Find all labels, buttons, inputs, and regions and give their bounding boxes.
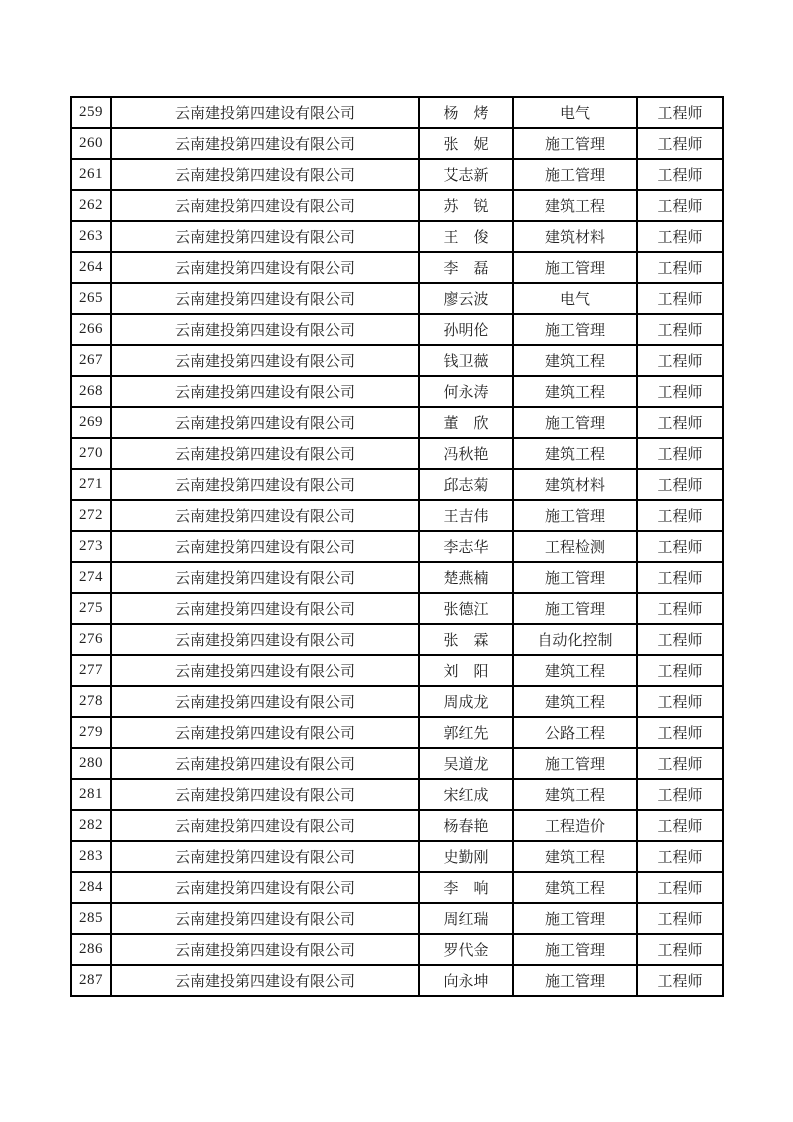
major-cell: 施工管理 (513, 593, 637, 624)
row-number-cell: 278 (71, 686, 111, 717)
job-title-cell: 工程师 (637, 221, 723, 252)
company-name-cell: 云南建投第四建设有限公司 (111, 593, 419, 624)
table-row (71, 438, 723, 469)
company-name-cell: 云南建投第四建设有限公司 (111, 686, 419, 717)
table-row (71, 624, 723, 655)
row-number-cell: 281 (71, 779, 111, 810)
row-number-cell: 282 (71, 810, 111, 841)
table-row (71, 934, 723, 965)
company-name-cell: 云南建投第四建设有限公司 (111, 934, 419, 965)
person-name-cell: 周红瑞 (419, 903, 513, 934)
row-number-cell: 259 (71, 97, 111, 128)
company-name-cell: 云南建投第四建设有限公司 (111, 779, 419, 810)
company-name-cell: 云南建投第四建设有限公司 (111, 500, 419, 531)
company-name-cell: 云南建投第四建设有限公司 (111, 841, 419, 872)
table-row (71, 841, 723, 872)
job-title-cell: 工程师 (637, 97, 723, 128)
company-name-cell: 云南建投第四建设有限公司 (111, 252, 419, 283)
table-row (71, 562, 723, 593)
person-name-cell: 刘 阳 (419, 655, 513, 686)
table-row (71, 314, 723, 345)
company-name-cell: 云南建投第四建设有限公司 (111, 903, 419, 934)
row-number-cell: 269 (71, 407, 111, 438)
table-row (71, 376, 723, 407)
major-cell: 施工管理 (513, 748, 637, 779)
job-title-cell: 工程师 (637, 283, 723, 314)
table-row (71, 407, 723, 438)
job-title-cell: 工程师 (637, 469, 723, 500)
company-name-cell: 云南建投第四建设有限公司 (111, 314, 419, 345)
job-title-cell: 工程师 (637, 314, 723, 345)
table-row (71, 872, 723, 903)
major-cell: 建筑工程 (513, 686, 637, 717)
job-title-cell: 工程师 (637, 593, 723, 624)
major-cell: 施工管理 (513, 500, 637, 531)
job-title-cell: 工程师 (637, 903, 723, 934)
major-cell: 施工管理 (513, 965, 637, 996)
table-row (71, 283, 723, 314)
row-number-cell: 283 (71, 841, 111, 872)
row-number-cell: 284 (71, 872, 111, 903)
company-name-cell: 云南建投第四建设有限公司 (111, 159, 419, 190)
row-number-cell: 263 (71, 221, 111, 252)
job-title-cell: 工程师 (637, 531, 723, 562)
table-row (71, 810, 723, 841)
company-name-cell: 云南建投第四建设有限公司 (111, 221, 419, 252)
major-cell: 工程检测 (513, 531, 637, 562)
table-row (71, 593, 723, 624)
company-name-cell: 云南建投第四建设有限公司 (111, 717, 419, 748)
row-number-cell: 262 (71, 190, 111, 221)
person-name-cell: 向永坤 (419, 965, 513, 996)
row-number-cell: 266 (71, 314, 111, 345)
major-cell: 建筑工程 (513, 841, 637, 872)
row-number-cell: 275 (71, 593, 111, 624)
table-row (71, 903, 723, 934)
row-number-cell: 265 (71, 283, 111, 314)
major-cell: 建筑工程 (513, 190, 637, 221)
job-title-cell: 工程师 (637, 438, 723, 469)
row-number-cell: 272 (71, 500, 111, 531)
major-cell: 建筑材料 (513, 221, 637, 252)
roster-table-body (71, 97, 723, 996)
row-number-cell: 268 (71, 376, 111, 407)
job-title-cell: 工程师 (637, 779, 723, 810)
job-title-cell: 工程师 (637, 562, 723, 593)
table-row (71, 965, 723, 996)
major-cell: 施工管理 (513, 252, 637, 283)
person-name-cell: 杨 烤 (419, 97, 513, 128)
major-cell: 工程造价 (513, 810, 637, 841)
major-cell: 建筑工程 (513, 655, 637, 686)
job-title-cell: 工程师 (637, 965, 723, 996)
engineer-roster-table (70, 96, 724, 997)
row-number-cell: 280 (71, 748, 111, 779)
major-cell: 施工管理 (513, 314, 637, 345)
person-name-cell: 李志华 (419, 531, 513, 562)
person-name-cell: 李 响 (419, 872, 513, 903)
major-cell: 电气 (513, 97, 637, 128)
table-row (71, 252, 723, 283)
person-name-cell: 宋红成 (419, 779, 513, 810)
row-number-cell: 271 (71, 469, 111, 500)
row-number-cell: 273 (71, 531, 111, 562)
major-cell: 电气 (513, 283, 637, 314)
job-title-cell: 工程师 (637, 128, 723, 159)
job-title-cell: 工程师 (637, 159, 723, 190)
major-cell: 建筑工程 (513, 779, 637, 810)
table-row (71, 97, 723, 128)
company-name-cell: 云南建投第四建设有限公司 (111, 283, 419, 314)
table-row (71, 345, 723, 376)
person-name-cell: 杨春艳 (419, 810, 513, 841)
person-name-cell: 史勤刚 (419, 841, 513, 872)
table-row (71, 717, 723, 748)
person-name-cell: 郭红先 (419, 717, 513, 748)
person-name-cell: 董 欣 (419, 407, 513, 438)
row-number-cell: 276 (71, 624, 111, 655)
table-row (71, 686, 723, 717)
major-cell: 建筑工程 (513, 438, 637, 469)
table-row (71, 779, 723, 810)
company-name-cell: 云南建投第四建设有限公司 (111, 965, 419, 996)
person-name-cell: 廖云波 (419, 283, 513, 314)
company-name-cell: 云南建投第四建设有限公司 (111, 345, 419, 376)
major-cell: 施工管理 (513, 562, 637, 593)
major-cell: 施工管理 (513, 407, 637, 438)
major-cell: 施工管理 (513, 903, 637, 934)
row-number-cell: 270 (71, 438, 111, 469)
job-title-cell: 工程师 (637, 624, 723, 655)
row-number-cell: 285 (71, 903, 111, 934)
person-name-cell: 何永涛 (419, 376, 513, 407)
company-name-cell: 云南建投第四建设有限公司 (111, 872, 419, 903)
table-row (71, 500, 723, 531)
major-cell: 建筑工程 (513, 872, 637, 903)
person-name-cell: 张 妮 (419, 128, 513, 159)
job-title-cell: 工程师 (637, 748, 723, 779)
person-name-cell: 苏 锐 (419, 190, 513, 221)
person-name-cell: 吴道龙 (419, 748, 513, 779)
job-title-cell: 工程师 (637, 376, 723, 407)
row-number-cell: 260 (71, 128, 111, 159)
person-name-cell: 钱卫薇 (419, 345, 513, 376)
job-title-cell: 工程师 (637, 841, 723, 872)
major-cell: 施工管理 (513, 934, 637, 965)
person-name-cell: 邱志菊 (419, 469, 513, 500)
person-name-cell: 艾志新 (419, 159, 513, 190)
company-name-cell: 云南建投第四建设有限公司 (111, 624, 419, 655)
company-name-cell: 云南建投第四建设有限公司 (111, 190, 419, 221)
job-title-cell: 工程师 (637, 717, 723, 748)
row-number-cell: 287 (71, 965, 111, 996)
table-row (71, 221, 723, 252)
person-name-cell: 冯秋艳 (419, 438, 513, 469)
person-name-cell: 周成龙 (419, 686, 513, 717)
person-name-cell: 李 磊 (419, 252, 513, 283)
job-title-cell: 工程师 (637, 345, 723, 376)
row-number-cell: 261 (71, 159, 111, 190)
row-number-cell: 264 (71, 252, 111, 283)
company-name-cell: 云南建投第四建设有限公司 (111, 128, 419, 159)
company-name-cell: 云南建投第四建设有限公司 (111, 655, 419, 686)
table-row (71, 128, 723, 159)
major-cell: 公路工程 (513, 717, 637, 748)
job-title-cell: 工程师 (637, 810, 723, 841)
table-row (71, 469, 723, 500)
job-title-cell: 工程师 (637, 686, 723, 717)
table-row (71, 748, 723, 779)
major-cell: 建筑工程 (513, 376, 637, 407)
company-name-cell: 云南建投第四建设有限公司 (111, 810, 419, 841)
person-name-cell: 张 霖 (419, 624, 513, 655)
company-name-cell: 云南建投第四建设有限公司 (111, 562, 419, 593)
table-row (71, 190, 723, 221)
major-cell: 施工管理 (513, 128, 637, 159)
row-number-cell: 274 (71, 562, 111, 593)
job-title-cell: 工程师 (637, 934, 723, 965)
job-title-cell: 工程师 (637, 500, 723, 531)
table-row (71, 655, 723, 686)
row-number-cell: 286 (71, 934, 111, 965)
person-name-cell: 张德江 (419, 593, 513, 624)
company-name-cell: 云南建投第四建设有限公司 (111, 469, 419, 500)
company-name-cell: 云南建投第四建设有限公司 (111, 438, 419, 469)
company-name-cell: 云南建投第四建设有限公司 (111, 748, 419, 779)
person-name-cell: 孙明伦 (419, 314, 513, 345)
person-name-cell: 楚燕楠 (419, 562, 513, 593)
table-row (71, 159, 723, 190)
job-title-cell: 工程师 (637, 252, 723, 283)
major-cell: 施工管理 (513, 159, 637, 190)
company-name-cell: 云南建投第四建设有限公司 (111, 376, 419, 407)
job-title-cell: 工程师 (637, 407, 723, 438)
row-number-cell: 279 (71, 717, 111, 748)
person-name-cell: 王吉伟 (419, 500, 513, 531)
person-name-cell: 王 俊 (419, 221, 513, 252)
table-row (71, 531, 723, 562)
company-name-cell: 云南建投第四建设有限公司 (111, 531, 419, 562)
job-title-cell: 工程师 (637, 872, 723, 903)
job-title-cell: 工程师 (637, 190, 723, 221)
major-cell: 建筑工程 (513, 345, 637, 376)
person-name-cell: 罗代金 (419, 934, 513, 965)
row-number-cell: 267 (71, 345, 111, 376)
company-name-cell: 云南建投第四建设有限公司 (111, 97, 419, 128)
company-name-cell: 云南建投第四建设有限公司 (111, 407, 419, 438)
row-number-cell: 277 (71, 655, 111, 686)
job-title-cell: 工程师 (637, 655, 723, 686)
major-cell: 建筑材料 (513, 469, 637, 500)
major-cell: 自动化控制 (513, 624, 637, 655)
